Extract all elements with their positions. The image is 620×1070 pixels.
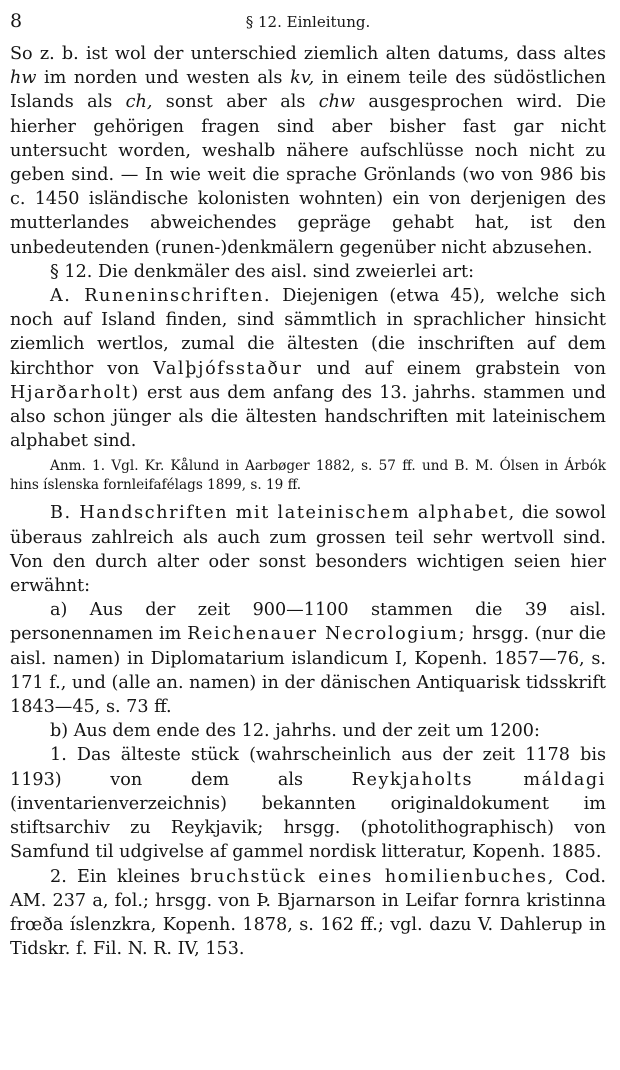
note-text: Vgl. Kr. Kålund in Aarbøger 1882, s. 57 ff. und B. M. Ólsen in Árbók hins íslenska fornleifafélags 1899, s. 19 ff. bbox=[10, 458, 606, 494]
spaced-term: bruchstück eines homilienbuches, bbox=[190, 866, 555, 887]
text-run: Diejenigen (etwa 45), welche sich noch auf Island finden, sind sämmtlich in sprachlicher hinsicht ziemlich wertlos, zumal die ältesten (die inschriften auf dem kirchthor von bbox=[10, 286, 606, 379]
text-run: in einem teile des südöstlichen Islands als bbox=[10, 68, 606, 113]
spaced-term: Hjarðarholt) bbox=[10, 382, 140, 403]
paragraph-runeninschriften bbox=[10, 284, 606, 453]
italic-term: kv, bbox=[290, 68, 315, 89]
paragraph-dialect-notes bbox=[10, 42, 606, 260]
paragraph-item-b: b) Aus dem ende des 12. jahrhs. und der zeit um 1200: bbox=[50, 721, 540, 742]
text-run: die sowol überaus zahlreich als auch zum grossen teil sehr wertvoll sind. Von den durch alter oder sonst besonders wichtigen seien hier erwähnt: bbox=[10, 503, 607, 597]
page-number: 8 bbox=[10, 10, 23, 32]
paragraph-item-1 bbox=[10, 743, 606, 864]
subsection-heading: B. Handschriften mit lateinischem alphabet, bbox=[50, 503, 516, 524]
text-run: 2. Ein kleines bbox=[50, 866, 191, 887]
italic-term: hw bbox=[10, 68, 37, 89]
text-run: und auf einem grabstein von bbox=[302, 358, 606, 379]
spaced-term: Reichenauer Necrologium; bbox=[187, 624, 467, 645]
text-run: So z. b. ist wol der unterschied ziemlich alten datums, dass altes bbox=[10, 44, 606, 64]
text-run: ausgesprochen wird. Die hierher gehörigen fragen sind aber bisher fast gar nicht untersucht worden, weshalb nähere aufschlüsse noch nicht zu geben sind. — In wie weit die sprache Grönlands (wo von 986 bis c. 1450 isländische kolonisten wohnten) ein von derjenigen des mutterlandes abweichendes gepräge gehabt hat, ist den unbedeutenden (runen-)denkmälern gegenüber nicht abzusehen. bbox=[10, 92, 606, 258]
text-run: erst aus dem anfang des 13. jahrhs. stammen und also schon jünger als die ältesten handschriften mit lateinischem alphabet sind. bbox=[10, 382, 606, 452]
page-header bbox=[10, 8, 606, 42]
text-run: Cod. AM. 237 a, fol.; hrsgg. von Þ. Bjarnarson in Leifar fornra kristinna frœða íslenzkra, Kopenh. 1878, s. 162 ff.; vgl. dazu V. Dahlerup in Tidskr. f. Fil. N. R. IV, 153. bbox=[10, 866, 606, 960]
spaced-term: Reykjaholts máldagi bbox=[351, 769, 606, 790]
note-label: Anm. 1. bbox=[50, 458, 106, 475]
footnote-anm-1 bbox=[10, 457, 606, 495]
italic-term: chw bbox=[318, 92, 355, 113]
paragraph-handschriften bbox=[10, 501, 606, 598]
paragraph-item-a bbox=[10, 598, 606, 719]
spaced-term: Valþjófsstaður bbox=[153, 358, 303, 379]
text-run: im norden und westen als bbox=[36, 68, 291, 89]
running-head: § 12. Einleitung. bbox=[245, 13, 371, 31]
text-run: sonst aber als bbox=[152, 92, 319, 113]
text-run: hrsgg. (nur die aisl. namen) in Diplomatarium islandicum I, Kopenh. 1857—76, s. 171 f., und (alle an. namen) in der dänischen Antiquarisk tidsskrift 1843—45, s. 73 ff. bbox=[10, 624, 607, 718]
subsection-heading: A. Runeninschriften. bbox=[50, 286, 272, 307]
text-run: 1. Das älteste stück (wahrscheinlich aus der zeit 1178 bis 1193) von dem als bbox=[10, 745, 606, 790]
page-body bbox=[10, 42, 606, 961]
paragraph-item-2 bbox=[10, 865, 606, 962]
text-run: a) Aus der zeit 900—1100 stammen die 39 aisl. personennamen im bbox=[10, 600, 606, 645]
section-heading: § 12. Die denkmäler des aisl. sind zweierlei art: bbox=[50, 261, 475, 282]
italic-term: ch, bbox=[125, 92, 153, 113]
text-run: (inventarienverzeichnis) bekannten originaldokument im stiftsarchiv zu Reykjavik; hrsgg. (photolithographisch) von Samfund til udgivelse af gammel nordisk litteratur, Kopenh. 1885. bbox=[10, 793, 606, 863]
